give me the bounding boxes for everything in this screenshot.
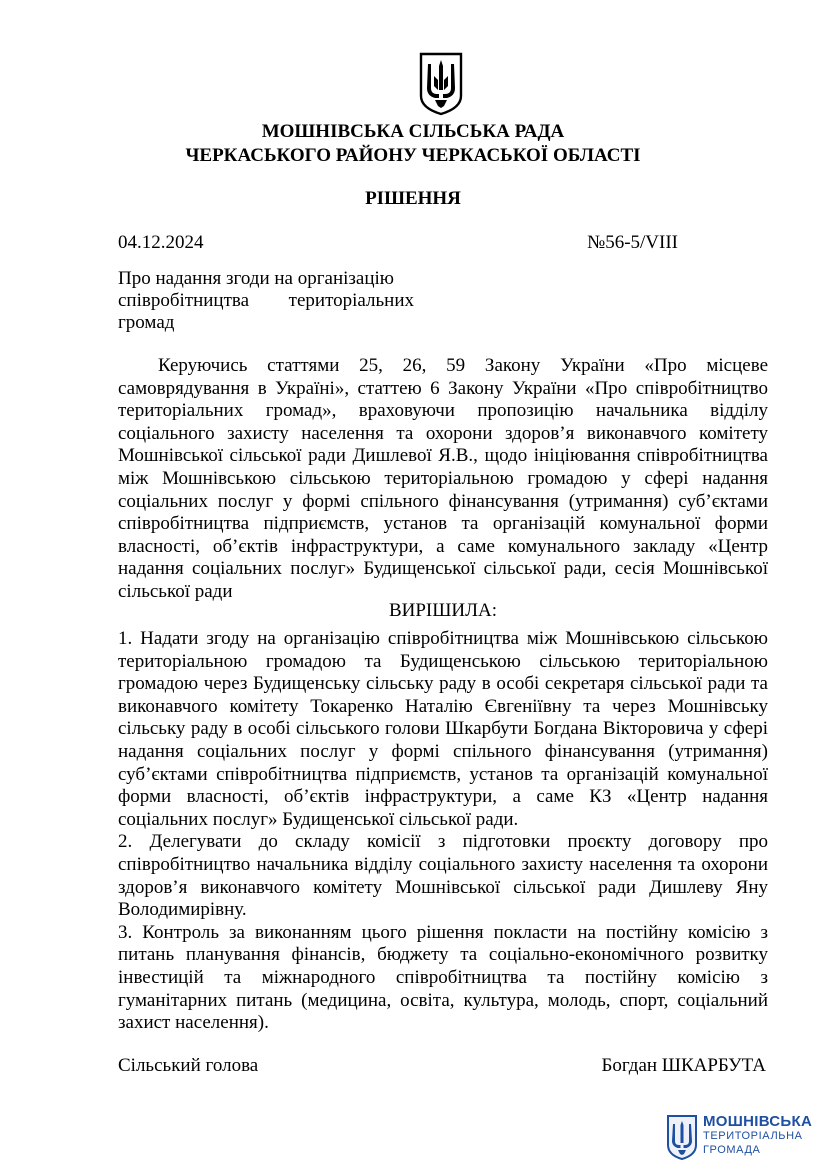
trident-emblem-icon bbox=[417, 50, 465, 116]
signatory-name: Богдан ШКАРБУТА bbox=[601, 1055, 766, 1076]
resolved-heading: ВИРІШИЛА: bbox=[388, 600, 498, 621]
decision-date: 04.12.2024 bbox=[118, 232, 204, 253]
subject-line: Про надання згоди на організацію bbox=[118, 268, 394, 289]
resolution-item-2: 2. Делегувати до складу комісії з підготовки проєкту договору про співробітництво начальника відділу соціального захисту населення та охорони здоров’я виконавчого комітету Мошнівської сільської ради Дишлеву Яну Володимирівну. bbox=[118, 831, 768, 921]
decision-number: №56-5/VIII bbox=[587, 232, 678, 253]
preamble-paragraph: Керуючись статтями 25, 26, 59 Закону України «Про місцеве самоврядування в Україні», статтею 6 Закону України «Про співробітництво територіальних громад», враховуючи пропозицію начальника відділу соціального захисту населення та охорони здоров’я виконавчого комітету Мошнівської сільської ради Дишлевої Я.В., щодо ініціювання співробітництва між Мошнівською сільською територіальною громадою у сфері надання соціальних послуг у формі спільного фінансування (утримання) суб’єктами співробітництва підприємств, установ та організацій комунальної форми власності, об’єктів інфраструктури, а саме комунального закладу «Центр надання соціальних послуг» Будищенської сільської ради, сесія Мошнівської сільської ради bbox=[118, 355, 768, 602]
subject-line: співробітництва територіальних bbox=[118, 290, 414, 311]
resolution-item-3: 3. Контроль за виконанням цього рішення покласти на постійну комісію з питань планування фінансів, бюджету та соціально-економічного розвитку інвестицій та міжнародного співробітництва та постійну комісію з гуманітарних питань (медицина, освіта, культура, молодь, спорт, соціальний захист населення). bbox=[118, 921, 768, 1034]
organization-region: ЧЕРКАСЬКОГО РАЙОНУ ЧЕРКАСЬКОЇ ОБЛАСТІ bbox=[185, 145, 641, 166]
resolution-items bbox=[118, 628, 768, 1035]
subject-line: громад bbox=[118, 312, 175, 333]
logo-line: ГРОМАДА bbox=[703, 1144, 761, 1156]
resolution-item-1: 1. Надати згоду на організацію співробітництва між Мошнівською сільською територіальною громадою та Будищенською сільською територіальною громадою через Будищенську сільську раду в особі секретаря сільської ради та виконавчого комітету Токаренко Наталію Євгеніївну та через Мошнівську сільську раду в особі сільського голови Шкарбути Богдана Вікторовича у сфері надання соціальних послуг у формі спільного фінансування (утримання) суб’єктами співробітництва підприємств, установ та організацій комунальної форми власності, об’єктів інфраструктури, а саме КЗ «Центр надання соціальних послуг» Будищенської сільської ради. bbox=[118, 628, 768, 830]
trident-shield-icon bbox=[665, 1113, 699, 1161]
community-logo bbox=[665, 1113, 815, 1165]
document-title: РІШЕННЯ bbox=[365, 188, 461, 209]
organization-name: МОШНІВСЬКА СІЛЬСЬКА РАДА bbox=[261, 121, 565, 142]
decision-subject bbox=[118, 268, 414, 334]
signatory-title: Сільський голова bbox=[118, 1055, 259, 1076]
logo-line: МОШНІВСЬКА bbox=[703, 1113, 813, 1130]
logo-line: ТЕРИТОРІАЛЬНА bbox=[703, 1130, 803, 1142]
